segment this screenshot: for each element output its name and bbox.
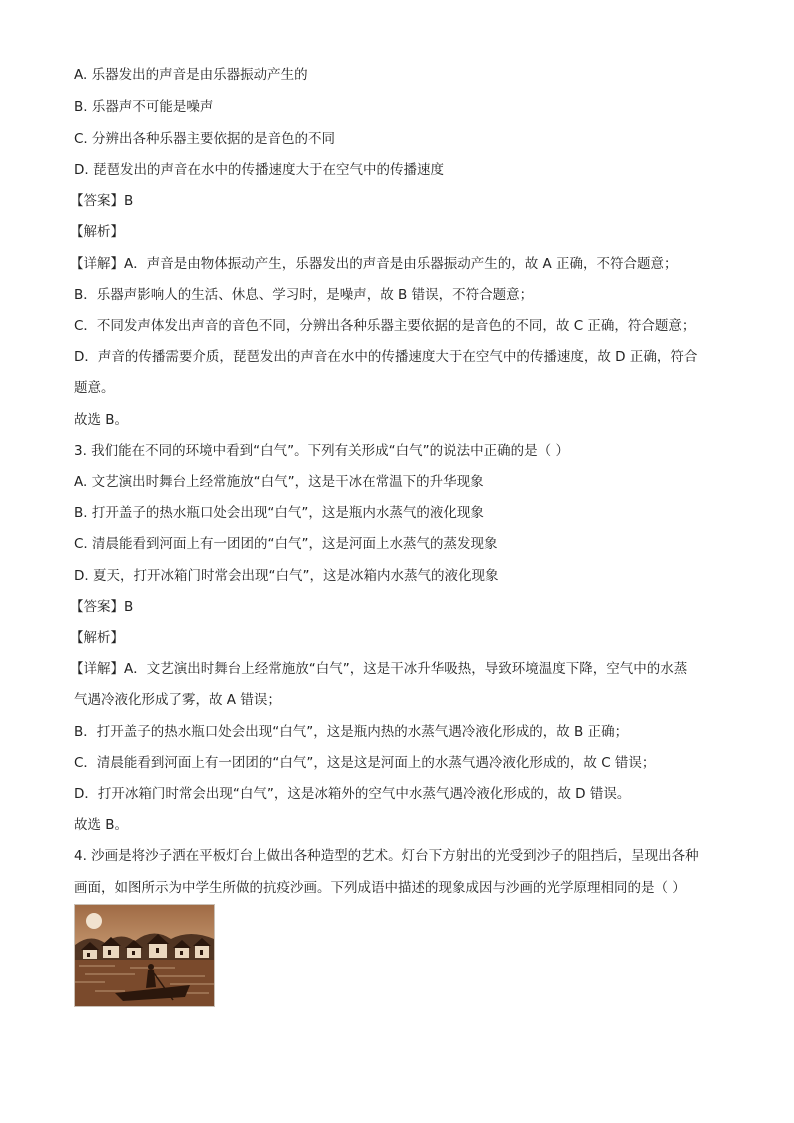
- q3-explanation-line: 【详解】A．文艺演出时舞台上经常施放“白气”，这是干冰升华吸热，导致环境温度下降，空气中的水蒸: [70, 661, 688, 677]
- sand-painting-image: [74, 904, 215, 1007]
- q4-stem-line: 4. 沙画是将沙子洒在平板灯台上做出各种造型的艺术。灯台下方射出的光受到沙子的阻挡后，呈现出各种: [74, 848, 699, 864]
- q3-conclusion: 故选 B。: [74, 817, 129, 833]
- q3-analysis-label: 【解析】: [70, 630, 124, 646]
- q3-option-c: C. 清晨能看到河面上有一团团的“白气”，这是河面上水蒸气的蒸发现象: [74, 536, 498, 552]
- q2-option-a: A. 乐器发出的声音是由乐器振动产生的: [74, 67, 308, 83]
- q3-option-d: D. 夏天，打开冰箱门时常会出现“白气”，这是冰箱内水蒸气的液化现象: [74, 568, 499, 584]
- q3-explanation-line: C．清晨能看到河面上有一团团的“白气”，这是这是河面上的水蒸气遇冷液化形成的，故 C 错误；: [74, 755, 656, 771]
- sand-painting-illustration: [75, 905, 214, 1006]
- q2-explanation-line: B．乐器声影响人的生活、休息、学习时，是噪声，故 B 错误，不符合题意；: [74, 287, 534, 303]
- q2-explanation-line: C．不同发声体发出声音的音色不同，分辨出各种乐器主要依据的是音色的不同，故 C 正确，符合题意；: [74, 318, 696, 334]
- q2-option-b: B. 乐器声不可能是噪声: [74, 99, 214, 115]
- q3-option-b: B. 打开盖子的热水瓶口处会出现“白气”，这是瓶内水蒸气的液化现象: [74, 505, 484, 521]
- q2-explanation-line: 【详解】A．声音是由物体振动产生，乐器发出的声音是由乐器振动产生的，故 A 正确，不符合题意；: [70, 256, 678, 272]
- q3-explanation-line: 气遇冷液化形成了雾，故 A 错误；: [74, 692, 281, 708]
- q3-stem: 3. 我们能在不同的环境中看到“白气”。下列有关形成“白气”的说法中正确的是（ ）: [74, 443, 569, 459]
- q2-conclusion: 故选 B。: [74, 412, 129, 428]
- q3-explanation-line: B．打开盖子的热水瓶口处会出现“白气”，这是瓶内热的水蒸气遇冷液化形成的，故 B 正确；: [74, 724, 629, 740]
- q2-answer: 【答案】B: [70, 193, 134, 209]
- q2-analysis-label: 【解析】: [70, 224, 124, 240]
- q2-explanation-line: D．声音的传播需要介质，琵琶发出的声音在水中的传播速度大于在空气中的传播速度，故 D 正确，符合: [74, 349, 698, 365]
- q2-option-d: D. 琵琶发出的声音在水中的传播速度大于在空气中的传播速度: [74, 162, 444, 178]
- q3-explanation-line: D．打开冰箱门时常会出现“白气”，这是冰箱外的空气中水蒸气遇冷液化形成的，故 D 错误。: [74, 786, 631, 802]
- q3-option-a: A. 文艺演出时舞台上经常施放“白气”，这是干冰在常温下的升华现象: [74, 474, 484, 490]
- q4-stem-line: 画面，如图所示为中学生所做的抗疫沙画。下列成语中描述的现象成因与沙画的光学原理相同的是（ ）: [74, 880, 686, 896]
- q2-option-c: C. 分辨出各种乐器主要依据的是音色的不同: [74, 131, 336, 147]
- q3-answer: 【答案】B: [70, 599, 134, 615]
- q2-explanation-line: 题意。: [74, 380, 115, 396]
